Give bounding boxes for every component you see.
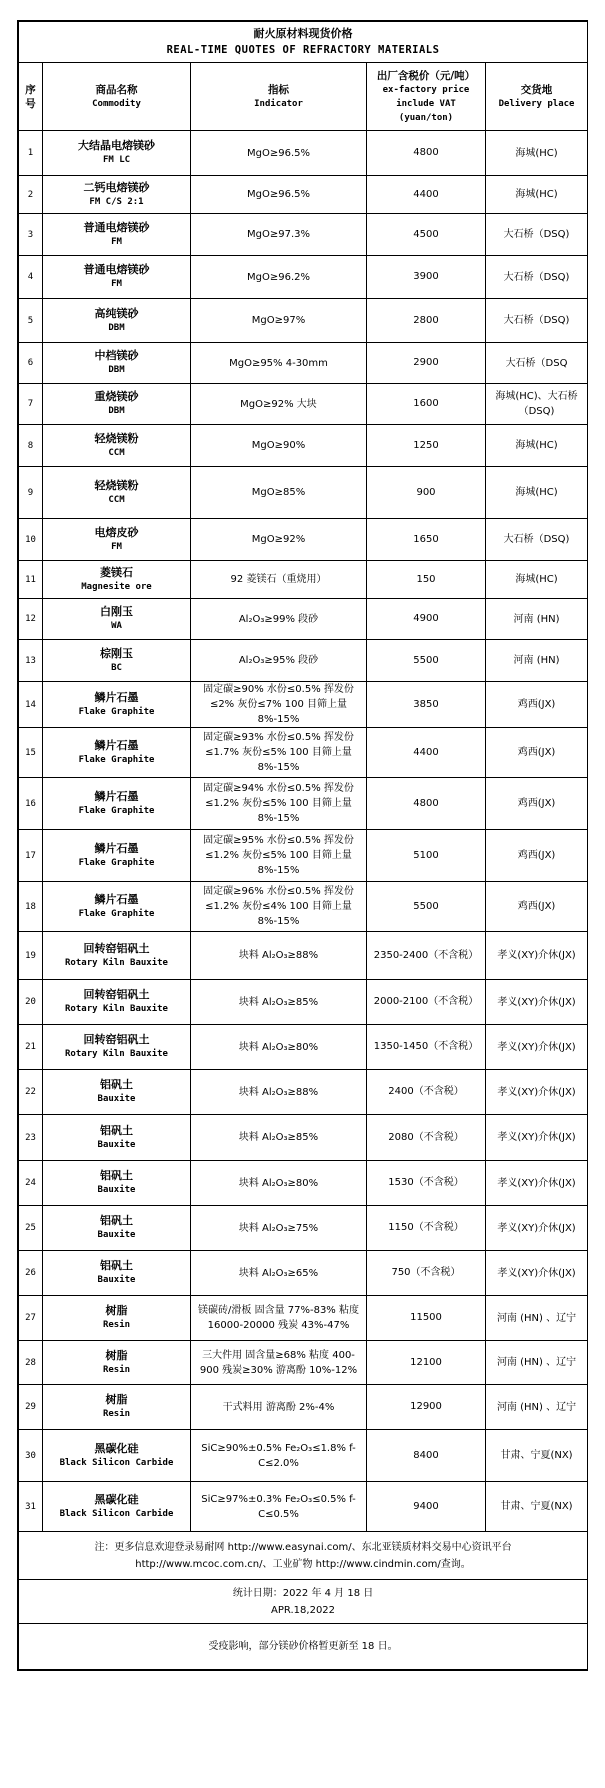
row-number: 14 [19,682,43,728]
indicator-cell: 92 菱镁石（重烧用） [191,561,367,599]
commodity-cell [43,1115,191,1161]
price-table-container [17,20,588,1671]
price-cell: 4800 [367,778,486,830]
indicator-cell: 块料 Al₂O₃≥85% [191,1115,367,1161]
indicator-cell: 镁碳砖/滑板 固含量 77%-83% 粘度 16000-20000 残炭 43%-47% [191,1296,367,1341]
indicator-cell: Al₂O₃≥99% 段砂 [191,599,367,640]
commodity-name-cn: 白刚玉 [100,605,133,618]
table-row [19,343,588,384]
table-row [19,1161,588,1206]
header-place: 交货地 Delivery place [486,63,588,131]
indicator-cell: MgO≥95% 4-30mm [191,343,367,384]
delivery-place-cell: 孝义(XY)介休(JX) [486,1161,588,1206]
row-number: 27 [19,1296,43,1341]
price-cell: 3850 [367,682,486,728]
price-cell: 9400 [367,1482,486,1532]
row-number: 16 [19,778,43,830]
table-row [19,176,588,214]
stat-date [19,1580,588,1624]
commodity-name-en: Magnesite ore [81,581,152,592]
title-cn: 耐火原材料现货价格 [253,27,353,40]
commodity-name-en: Rotary Kiln Bauxite [65,957,168,968]
table-row [19,256,588,299]
table-row [19,1385,588,1430]
commodity-name-cn: 回转窑铝矾土 [83,988,150,1001]
commodity-name-cn: 回转窑铝矾土 [83,1033,150,1046]
commodity-name-en: Flake Graphite [78,754,155,765]
title-row [19,22,588,63]
delivery-place-cell: 海城(HC)、大石桥（DSQ) [486,384,588,425]
delivery-place-cell: 甘肃、宁夏(NX) [486,1482,588,1532]
commodity-name-cn: 电熔皮砂 [94,525,139,539]
delivery-place-cell: 孝义(XY)介休(JX) [486,932,588,980]
price-cell: 2350-2400（不含税） [367,932,486,980]
table-body [19,131,588,1532]
indicator-cell: 块料 Al₂O₃≥85% [191,980,367,1025]
delivery-place-cell: 海城(HC) [486,425,588,467]
commodity-name-cn: 棕刚玉 [100,646,133,660]
price-cell: 1530（不含税） [367,1161,486,1206]
commodity-name-cn: 大结晶电熔镁砂 [78,139,155,152]
row-number: 23 [19,1115,43,1161]
commodity-cell [43,980,191,1025]
price-cell: 4800 [367,131,486,176]
delivery-place-cell: 河南 (HN) [486,599,588,640]
commodity-cell [43,1385,191,1430]
indicator-cell: 块料 Al₂O₃≥75% [191,1206,367,1251]
commodity-cell [43,1482,191,1532]
commodity-name-en: Flake Graphite [78,805,155,816]
indicator-cell: 固定碳≥96% 水份≤0.5% 挥发份≤1.2% 灰份≤4% 100 目筛上量 8%-15% [191,882,367,932]
table-row [19,778,588,830]
delivery-place-cell: 鸡西(JX) [486,682,588,728]
commodity-name-en: Flake Graphite [78,908,155,919]
price-cell: 5500 [367,882,486,932]
row-number: 28 [19,1341,43,1385]
row-number: 19 [19,932,43,980]
price-cell: 1150（不含税） [367,1206,486,1251]
commodity-cell [43,1251,191,1296]
price-cell: 1600 [367,384,486,425]
commodity-name-en: Flake Graphite [78,706,155,717]
commodity-cell [43,682,191,728]
delivery-place-cell: 河南 (HN) 、辽宁 [486,1341,588,1385]
commodity-name-en: Bauxite [97,1185,136,1195]
indicator-cell: 块料 Al₂O₃≥80% [191,1161,367,1206]
indicator-cell: SiC≥90%±0.5% Fe₂O₃≤1.8% f-C≤2.0% [191,1430,367,1482]
footnote: 注：更多信息欢迎登录易耐网 http://www.easynai.com/、东北亚镁质材料交易中心资讯平台 http://www.mcoc.com.cn/、工业矿物 http://www.cindmin.com/查询。 [19,1532,588,1580]
row-number: 21 [19,1025,43,1070]
row-number: 8 [19,425,43,467]
commodity-cell [43,1025,191,1070]
table-title [19,22,588,63]
commodity-name-en: FM [111,541,122,552]
commodity-cell [43,384,191,425]
note-row [19,1532,588,1580]
commodity-name-en: Bauxite [97,1139,136,1150]
row-number: 5 [19,299,43,343]
indicator-cell: MgO≥96.2% [191,256,367,299]
commodity-name-cn: 轻烧镁粉 [94,478,139,492]
commodity-cell [43,728,191,778]
indicator-cell: 固定碳≥90% 水份≤0.5% 挥发份≤2% 灰份≤7% 100 目筛上量 8%-15% [191,682,367,728]
commodity-name-cn: 高纯镁砂 [94,306,139,320]
row-number: 25 [19,1206,43,1251]
commodity-name-en: Resin [102,1364,131,1375]
table-row [19,1430,588,1482]
commodity-cell [43,1070,191,1115]
row-number: 29 [19,1385,43,1430]
commodity-name-cn: 铝矾土 [100,1169,133,1182]
delivery-place-cell: 大石桥（DSQ [486,343,588,384]
table-row [19,467,588,519]
commodity-name-cn: 轻烧镁粉 [94,431,139,445]
commodity-name-en: Bauxite [97,1275,136,1285]
commodity-name-en: FM [111,279,122,289]
delivery-place-cell: 鸡西(JX) [486,882,588,932]
commodity-name-en: Bauxite [97,1094,136,1104]
price-cell: 900 [367,467,486,519]
row-number: 20 [19,980,43,1025]
indicator-cell: 块料 Al₂O₃≥80% [191,1025,367,1070]
commodity-cell [43,1206,191,1251]
delivery-place-cell: 鸡西(JX) [486,830,588,882]
row-number: 24 [19,1161,43,1206]
row-number: 12 [19,599,43,640]
commodity-name-cn: 鳞片石墨 [94,892,139,906]
delivery-place-cell: 海城(HC) [486,467,588,519]
indicator-cell: MgO≥92% 大块 [191,384,367,425]
table-row [19,1115,588,1161]
commodity-name-cn: 普通电熔镁砂 [83,220,150,234]
table-row [19,1482,588,1532]
commodity-cell [43,932,191,980]
delivery-place-cell: 大石桥（DSQ) [486,256,588,299]
table-row [19,932,588,980]
commodity-name-en: Rotary Kiln Bauxite [65,1049,168,1059]
commodity-name-en: Resin [102,1320,131,1330]
commodity-name-cn: 黑碳化硅 [94,1441,139,1455]
delivery-place-cell: 孝义(XY)介休(JX) [486,1206,588,1251]
delivery-place-cell: 海城(HC) [486,131,588,176]
delivery-place-cell: 孝义(XY)介休(JX) [486,980,588,1025]
commodity-name-en: FM LC [102,155,131,165]
commodity-name-cn: 树脂 [105,1393,128,1406]
commodity-cell [43,882,191,932]
header-no: 序号 [19,63,43,131]
table-row [19,1025,588,1070]
commodity-cell [43,830,191,882]
price-cell: 11500 [367,1296,486,1341]
price-cell: 4400 [367,176,486,214]
commodity-cell [43,299,191,343]
indicator-cell: 块料 Al₂O₃≥88% [191,1070,367,1115]
row-number: 4 [19,256,43,299]
price-cell: 5500 [367,640,486,682]
table-row [19,830,588,882]
table-row [19,384,588,425]
row-number: 17 [19,830,43,882]
table-row [19,425,588,467]
commodity-name-en: DBM [108,365,125,375]
commodity-cell [43,343,191,384]
commodity-name-en: DBM [108,322,125,333]
commodity-name-en: Resin [102,1409,131,1419]
indicator-cell: MgO≥97% [191,299,367,343]
table-row [19,299,588,343]
price-cell: 12900 [367,1385,486,1430]
commodity-cell [43,425,191,467]
price-cell: 1650 [367,519,486,561]
commodity-name-en: Black Silicon Carbide [59,1508,174,1519]
row-number: 26 [19,1251,43,1296]
commodity-name-cn: 鳞片石墨 [94,738,139,752]
row-number: 30 [19,1430,43,1482]
row-number: 9 [19,467,43,519]
commodity-name-en: FM [111,236,122,247]
row-number: 3 [19,214,43,256]
price-cell: 3900 [367,256,486,299]
remark: 受疫影响，部分镁砂价格暂更新至 18 日。 [19,1624,588,1670]
table-row [19,214,588,256]
commodity-cell [43,1430,191,1482]
commodity-name-cn: 树脂 [105,1348,128,1362]
table-row [19,1296,588,1341]
commodity-cell [43,1341,191,1385]
commodity-name-cn: 树脂 [105,1304,128,1317]
indicator-cell: MgO≥96.5% [191,176,367,214]
commodity-name-en: DBM [108,406,125,416]
row-number: 1 [19,131,43,176]
price-cell: 2400（不含税） [367,1070,486,1115]
price-cell: 2080（不含税） [367,1115,486,1161]
delivery-place-cell: 海城(HC) [486,561,588,599]
table-row [19,682,588,728]
indicator-cell: 固定碳≥93% 水份≤0.5% 挥发份≤1.7% 灰份≤5% 100 目筛上量 8%-15% [191,728,367,778]
row-number: 13 [19,640,43,682]
commodity-name-en: Black Silicon Carbide [59,1457,174,1468]
commodity-name-cn: 回转窑铝矾土 [83,941,150,955]
stat-date-en: APR.18,2022 [271,1604,336,1616]
commodity-name-cn: 中档镁砂 [94,349,139,362]
table-row [19,131,588,176]
delivery-place-cell: 大石桥（DSQ) [486,299,588,343]
commodity-cell [43,467,191,519]
commodity-cell [43,1161,191,1206]
price-cell: 4400 [367,728,486,778]
price-cell: 2800 [367,299,486,343]
commodity-cell [43,561,191,599]
stat-date-cn: 统计日期：2022 年 4 月 18 日 [232,1587,374,1599]
commodity-name-cn: 鳞片石墨 [94,789,139,803]
header-commodity: 商品名称 Commodity [43,63,191,131]
commodity-cell [43,778,191,830]
indicator-cell: 块料 Al₂O₃≥65% [191,1251,367,1296]
delivery-place-cell: 海城(HC) [486,176,588,214]
delivery-place-cell: 孝义(XY)介休(JX) [486,1070,588,1115]
indicator-cell: MgO≥85% [191,467,367,519]
commodity-name-en: BC [111,662,122,673]
price-cell: 8400 [367,1430,486,1482]
price-cell: 1350-1450（不含税） [367,1025,486,1070]
delivery-place-cell: 河南 (HN) [486,640,588,682]
table-row [19,1341,588,1385]
price-cell: 4500 [367,214,486,256]
commodity-name-en: CCM [108,494,125,505]
commodity-cell [43,256,191,299]
row-number: 18 [19,882,43,932]
commodity-name-cn: 鳞片石墨 [94,841,139,855]
header-row [19,63,588,131]
price-cell: 4900 [367,599,486,640]
price-cell: 2000-2100（不含税） [367,980,486,1025]
price-cell: 12100 [367,1341,486,1385]
indicator-cell: 固定碳≥95% 水份≤0.5% 挥发份≤1.2% 灰份≤5% 100 目筛上量 8%-15% [191,830,367,882]
price-cell: 2900 [367,343,486,384]
commodity-cell [43,176,191,214]
table-row [19,519,588,561]
price-cell: 150 [367,561,486,599]
commodity-name-cn: 铝矾土 [100,1214,133,1227]
indicator-cell: MgO≥92% [191,519,367,561]
header-price: 出厂含税价（元/吨） ex-factory price include VAT (yuan/ton) [367,63,486,131]
commodity-name-cn: 黑碳化硅 [94,1492,139,1506]
price-cell: 750（不含税） [367,1251,486,1296]
indicator-cell: 三大件用 固含量≥68% 粘度 400-900 残炭≥30% 游离酚 10%-12% [191,1341,367,1385]
table-row [19,980,588,1025]
commodity-name-en: CCM [108,447,125,458]
row-number: 7 [19,384,43,425]
delivery-place-cell: 河南 (HN) 、辽宁 [486,1385,588,1430]
delivery-place-cell: 河南 (HN) 、辽宁 [486,1296,588,1341]
indicator-cell: 固定碳≥94% 水份≤0.5% 挥发份≤1.2% 灰份≤5% 100 目筛上量 8%-15% [191,778,367,830]
row-number: 6 [19,343,43,384]
price-cell: 1250 [367,425,486,467]
indicator-cell: Al₂O₃≥95% 段砂 [191,640,367,682]
delivery-place-cell: 甘肃、宁夏(NX) [486,1430,588,1482]
table-row [19,1070,588,1115]
table-row [19,1251,588,1296]
commodity-name-cn: 鳞片石墨 [94,690,139,704]
indicator-cell: SiC≥97%±0.3% Fe₂O₃≤0.5% f-C≤0.5% [191,1482,367,1532]
row-number: 10 [19,519,43,561]
table-row [19,728,588,778]
commodity-name-en: Bauxite [97,1230,136,1240]
commodity-name-cn: 普通电熔镁砂 [83,263,150,276]
table-row [19,1206,588,1251]
row-number: 15 [19,728,43,778]
row-number: 11 [19,561,43,599]
delivery-place-cell: 鸡西(JX) [486,728,588,778]
commodity-cell [43,599,191,640]
title-en: REAL-TIME QUOTES OF REFRACTORY MATERIALS [166,44,440,56]
row-number: 2 [19,176,43,214]
indicator-cell: 干式料用 游离酚 2%-4% [191,1385,367,1430]
indicator-cell: MgO≥90% [191,425,367,467]
table-row [19,599,588,640]
price-cell: 5100 [367,830,486,882]
delivery-place-cell: 大石桥（DSQ) [486,214,588,256]
commodity-name-en: Rotary Kiln Bauxite [65,1004,168,1014]
commodity-cell [43,131,191,176]
table-row [19,882,588,932]
table-row [19,561,588,599]
indicator-cell: 块料 Al₂O₃≥88% [191,932,367,980]
commodity-name-cn: 菱镁石 [100,565,133,579]
commodity-cell [43,214,191,256]
commodity-name-cn: 重烧镁砂 [94,390,139,403]
indicator-cell: MgO≥96.5% [191,131,367,176]
commodity-name-cn: 铝矾土 [100,1123,133,1137]
remark-row [19,1624,588,1670]
delivery-place-cell: 孝义(XY)介休(JX) [486,1251,588,1296]
commodity-name-cn: 铝矾土 [100,1259,133,1272]
commodity-name-cn: 二钙电熔镁砂 [83,180,150,194]
indicator-cell: MgO≥97.3% [191,214,367,256]
delivery-place-cell: 大石桥（DSQ) [486,519,588,561]
commodity-name-cn: 铝矾土 [100,1078,133,1091]
delivery-place-cell: 鸡西(JX) [486,778,588,830]
table-row [19,640,588,682]
commodity-name-en: FM C/S 2:1 [89,196,144,207]
header-indicator: 指标 Indicator [191,63,367,131]
commodity-cell [43,519,191,561]
commodity-cell [43,640,191,682]
row-number: 22 [19,1070,43,1115]
delivery-place-cell: 孝义(XY)介休(JX) [486,1115,588,1161]
price-table [18,21,588,1670]
date-row [19,1580,588,1624]
delivery-place-cell: 孝义(XY)介休(JX) [486,1025,588,1070]
commodity-cell [43,1296,191,1341]
row-number: 31 [19,1482,43,1532]
commodity-name-en: WA [111,621,122,631]
commodity-name-en: Flake Graphite [78,857,155,868]
